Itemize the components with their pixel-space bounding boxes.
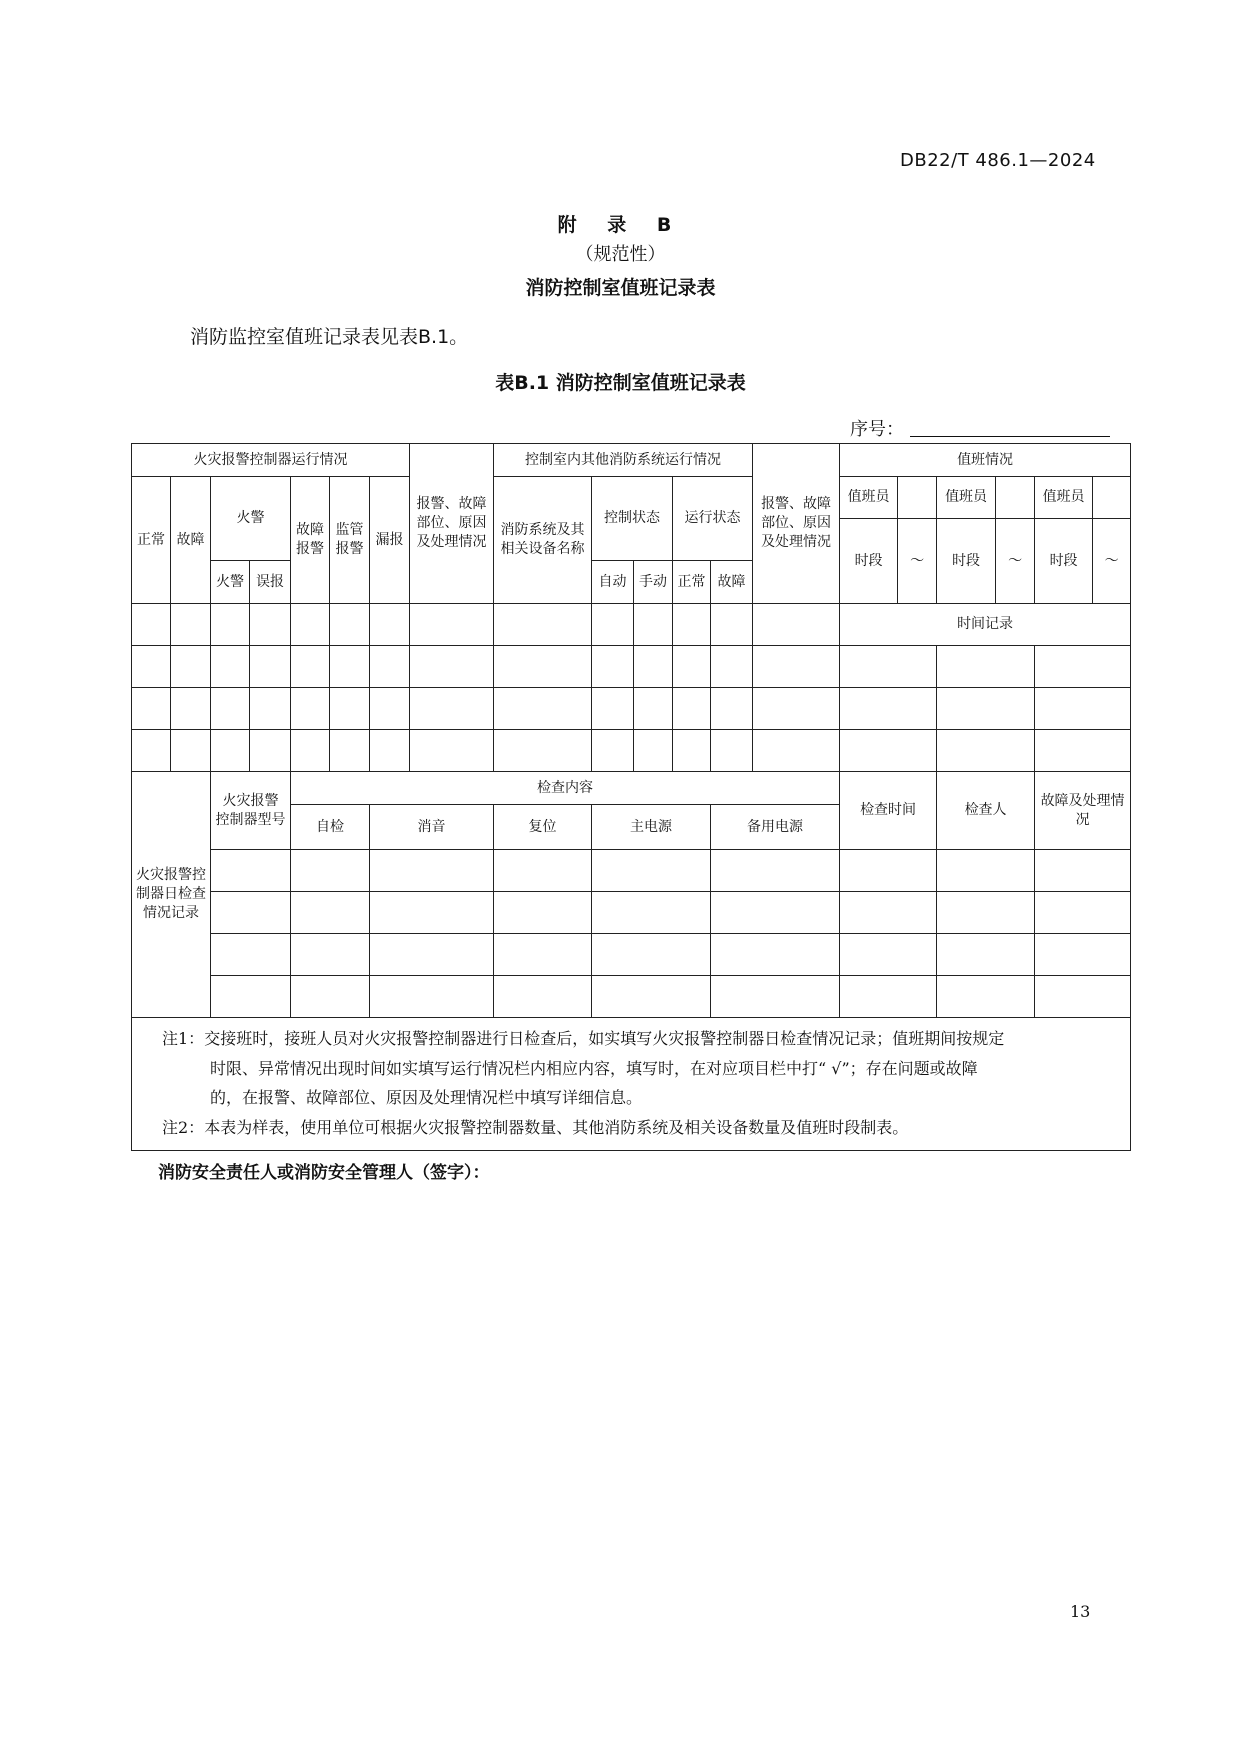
- table-notes: [132, 1018, 1131, 1151]
- table-row: [132, 934, 1131, 976]
- note-1-cont: 时限、异常情况出现时间如实填写运行情况栏内相应内容，填写时，在对应项目栏中打“ √”；存在问题或故障: [210, 1058, 978, 1078]
- check-time-header: 检查时间: [840, 772, 937, 850]
- reset-header: 复位: [494, 805, 592, 850]
- signature-label: 消防安全责任人或消防安全管理人（签字）：: [158, 1163, 490, 1183]
- table-row: [132, 976, 1131, 1018]
- silence-header: 消音: [370, 805, 494, 850]
- appendix-name: 消防控制室值班记录表: [525, 277, 716, 299]
- period-2: 时段: [937, 519, 996, 604]
- duty-person-2: 值班员: [937, 477, 996, 519]
- note-2: 注2：本表为样表，使用单位可根据火灾报警控制器数量、其他消防系统及相关设备数量及值班时段制表。: [162, 1117, 909, 1137]
- fire-alarm-sub: 火警: [211, 561, 250, 604]
- note-1-end: 的，在报警、故障部位、原因及处理情况栏中填写详细信息。: [210, 1088, 643, 1108]
- control-state-header: 控制状态: [592, 477, 673, 561]
- main-power-header: 主电源: [592, 805, 711, 850]
- table-row: [132, 850, 1131, 892]
- false-alarm: 误报: [250, 561, 291, 604]
- normal-header: 正常: [132, 477, 171, 604]
- model-header: 火灾报警 控制器型号: [211, 772, 291, 850]
- run-state-header: 运行状态: [673, 477, 753, 561]
- page-number: 13: [1070, 1602, 1091, 1621]
- appendix-title: 附 录 B: [557, 214, 684, 236]
- table-row: [132, 730, 1131, 772]
- tilde-2: ～: [996, 519, 1035, 604]
- tilde-3: ～: [1093, 519, 1131, 604]
- table-row: [132, 688, 1131, 730]
- supervise-alarm-header: 监管 报警: [330, 477, 370, 604]
- time-record-header: 时间记录: [840, 604, 1131, 646]
- note-1: 注1：交接班时，接班人员对火灾报警控制器进行日检查后，如实填写火灾报警控制器日检查情况记录；值班期间按规定: [162, 1029, 1005, 1048]
- missed-alarm-header: 漏报: [370, 477, 410, 604]
- alarm-fault-detail-1: 报警、故障部位、原因及处理情况: [410, 444, 494, 604]
- table-row: [132, 892, 1131, 934]
- manual-header: 手动: [634, 561, 673, 604]
- duty-person-2-value[interactable]: [996, 477, 1035, 519]
- alarm-fault-detail-2: 报警、故障部位、原因及处理情况: [753, 444, 840, 604]
- duty-person-3: 值班员: [1035, 477, 1093, 519]
- duty-person-1-value[interactable]: [898, 477, 937, 519]
- inspector-header: 检查人: [937, 772, 1035, 850]
- duty-record-table: [131, 443, 1131, 1151]
- check-content-header: 检查内容: [291, 772, 840, 805]
- backup-power-header: 备用电源: [711, 805, 840, 850]
- period-1: 时段: [840, 519, 898, 604]
- system-name-header: 消防系统及其相关设备名称: [494, 477, 592, 604]
- table-row: [132, 646, 1131, 688]
- sec2-title: 控制室内其他消防系统运行情况: [494, 444, 753, 477]
- duty-person-1: 值班员: [840, 477, 898, 519]
- fault-header: 故障: [171, 477, 211, 604]
- sec1-title: 火灾报警控制器运行情况: [132, 444, 410, 477]
- fault-handling-header: 故障及处理情况: [1035, 772, 1131, 850]
- tilde-1: ～: [898, 519, 937, 604]
- intro-text: 消防监控室值班记录表见表B.1。: [190, 326, 469, 348]
- run-normal-header: 正常: [673, 561, 711, 604]
- duty-title: 值班情况: [840, 444, 1131, 477]
- self-check-header: 自检: [291, 805, 370, 850]
- table-caption: 表B.1 消防控制室值班记录表: [495, 372, 746, 394]
- document-id: DB22/T 486.1—2024: [900, 150, 1096, 171]
- table-row: [132, 604, 1131, 646]
- period-3: 时段: [1035, 519, 1093, 604]
- daily-check-header: 火灾报警控制器日检查情况记录: [132, 772, 211, 1018]
- serial-input-line[interactable]: [910, 436, 1110, 437]
- serial-label: 序号：: [850, 419, 904, 440]
- duty-person-3-value[interactable]: [1093, 477, 1131, 519]
- fire-alarm-header: 火警: [211, 477, 291, 561]
- fault-alarm-header: 故障 报警: [291, 477, 330, 604]
- run-fault-header: 故障: [711, 561, 753, 604]
- appendix-type: （规范性）: [575, 244, 666, 265]
- auto-header: 自动: [592, 561, 634, 604]
